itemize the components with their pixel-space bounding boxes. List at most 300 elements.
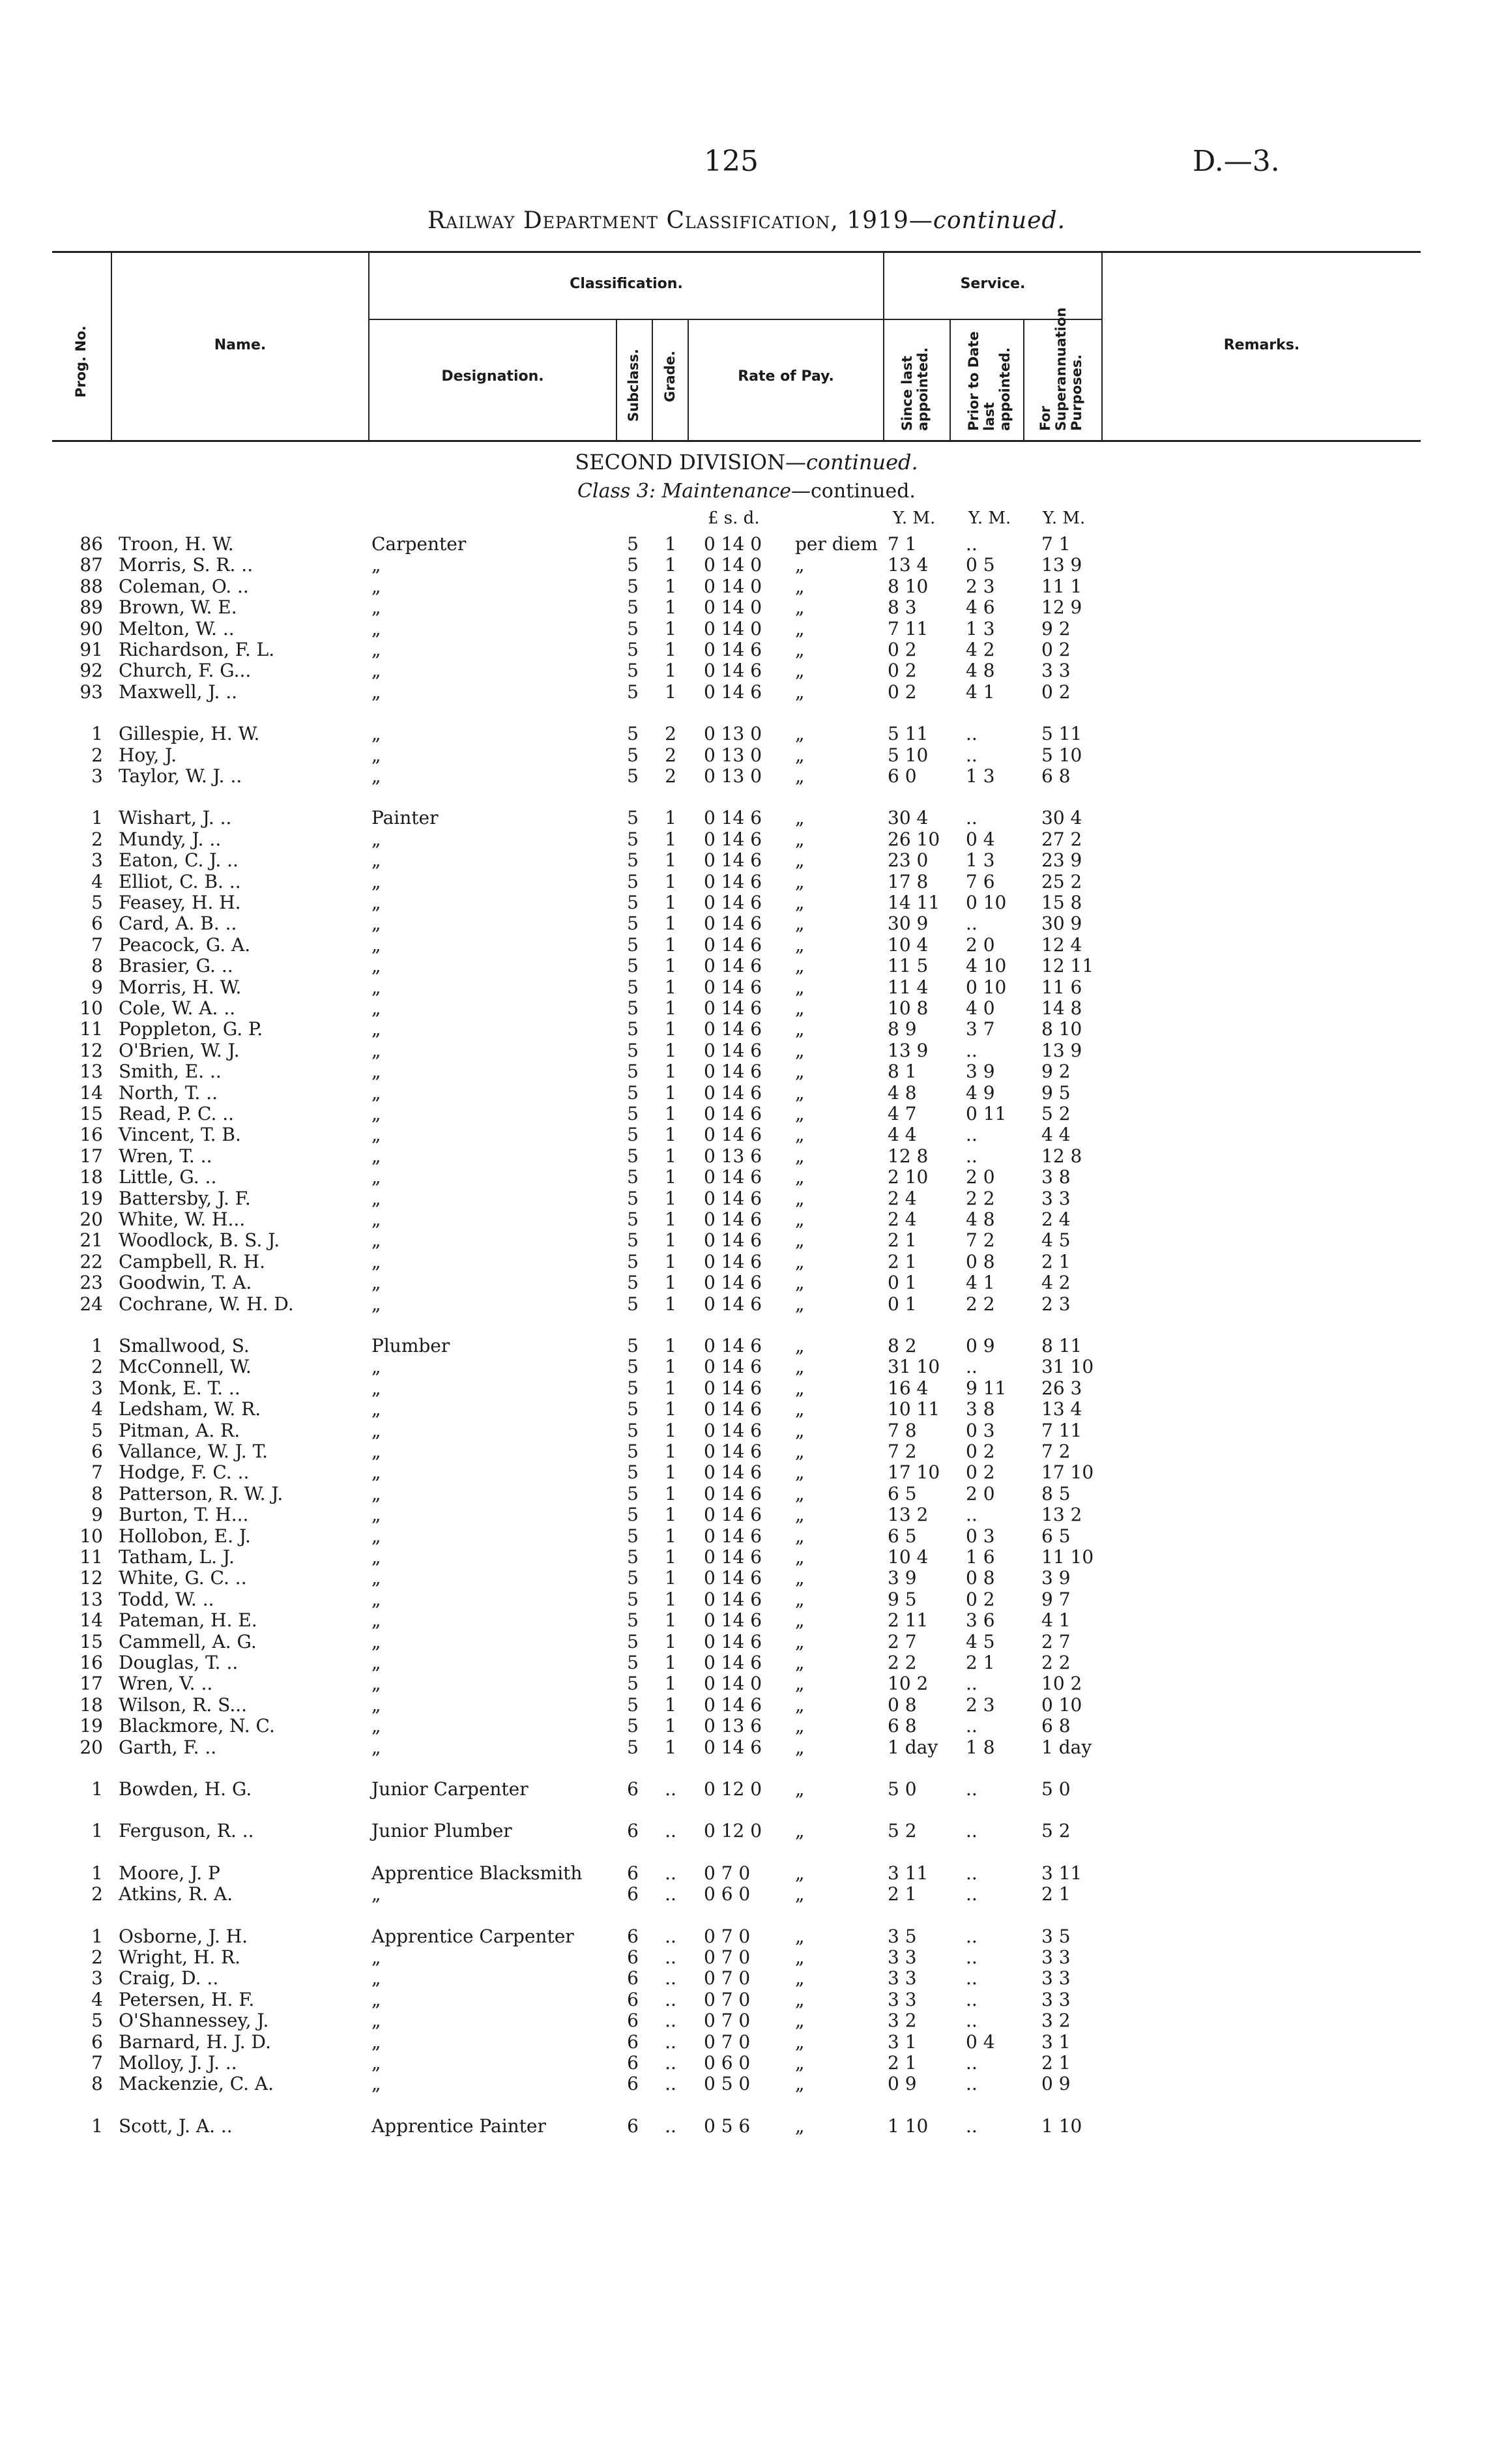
prior-to-cell: 2 0 <box>966 1482 995 1504</box>
prog-no-cell: 24 <box>80 1293 103 1315</box>
since-last-cell: 10 2 <box>888 1673 929 1695</box>
subclass-cell: 5 <box>627 807 639 829</box>
class-label: Class 3: <box>577 480 662 503</box>
rate-of-pay-cell: 0 14 6 <box>704 1398 762 1420</box>
superannuation-cell: 3 9 <box>1041 1567 1071 1589</box>
superannuation-cell: 13 4 <box>1041 1398 1082 1420</box>
page-number: 125 <box>704 145 759 178</box>
grade-cell: 1 <box>665 1187 676 1209</box>
rate-of-pay-cell: 0 7 0 <box>704 1862 751 1884</box>
grade-cell: 1 <box>665 533 676 555</box>
grade-cell: 1 <box>665 1356 676 1378</box>
grade-cell: 1 <box>665 1546 676 1568</box>
grade-cell: 1 <box>665 639 676 660</box>
superannuation-cell: 9 7 <box>1041 1588 1071 1610</box>
pay-period-cell: „ <box>795 639 805 660</box>
prior-to-cell: .. <box>966 2115 978 2137</box>
prior-units: Y. M. <box>968 508 1011 528</box>
table-row <box>0 1061 1493 1081</box>
table-row <box>0 1525 1493 1546</box>
subclass-cell: 5 <box>627 1293 639 1315</box>
grade-cell: 1 <box>665 1377 676 1399</box>
rate-of-pay-cell: 0 14 6 <box>704 1061 762 1083</box>
subclass-cell: 5 <box>627 1335 639 1357</box>
prog-no-cell: 17 <box>80 1145 103 1167</box>
since-last-cell: 5 2 <box>888 1820 917 1842</box>
name-cell: Cammell, A. G. <box>119 1630 257 1652</box>
title-continued: continued. <box>933 207 1066 234</box>
designation-cell: „ <box>371 1736 381 1758</box>
grade-cell: 1 <box>665 1419 676 1441</box>
since-last-cell: 0 2 <box>888 681 917 703</box>
prog-no-cell: 2 <box>91 744 103 766</box>
pay-period-cell: „ <box>795 1609 805 1632</box>
designation-cell: „ <box>371 1419 381 1441</box>
grade-cell: 1 <box>665 1588 676 1610</box>
prog-no-cell: 6 <box>91 913 103 935</box>
pay-period-cell: „ <box>795 807 805 829</box>
prior-to-cell: 0 8 <box>966 1250 995 1272</box>
designation-cell: „ <box>371 1018 381 1040</box>
table-row <box>0 1018 1493 1039</box>
prog-no-cell: 90 <box>80 617 103 639</box>
superannuation-cell: 3 8 <box>1041 1166 1071 1188</box>
rate-of-pay-cell: 0 14 6 <box>704 997 762 1019</box>
prog-no-cell: 89 <box>80 596 103 619</box>
subclass-cell: 6 <box>627 1988 639 2010</box>
prog-no-cell: 86 <box>80 533 103 555</box>
since-last-cell: 2 11 <box>888 1609 929 1632</box>
prog-no-cell: 88 <box>80 575 103 597</box>
since-last-cell: 2 2 <box>888 1652 917 1673</box>
prog-no-header: Prog. No. <box>73 325 89 398</box>
pay-period-cell: „ <box>795 828 805 850</box>
prog-no-cell: 87 <box>80 554 103 576</box>
pay-period-cell: „ <box>795 1461 805 1484</box>
prog-no-cell: 20 <box>80 1736 103 1758</box>
prior-to-cell: 4 8 <box>966 660 995 682</box>
designation-cell: „ <box>371 1377 381 1399</box>
rate-of-pay-cell: 0 14 0 <box>704 617 762 639</box>
rate-of-pay-cell: 0 14 6 <box>704 828 762 850</box>
prior-to-cell: .. <box>966 533 978 555</box>
remarks-header: Remarks. <box>1223 337 1300 353</box>
prior-to-cell: 0 10 <box>966 976 1007 998</box>
grade-cell: 1 <box>665 617 676 639</box>
table-row <box>0 744 1493 765</box>
grade-cell: 1 <box>665 976 676 998</box>
table-row <box>0 1441 1493 1461</box>
subclass-cell: 6 <box>627 2052 639 2074</box>
pay-period-cell: „ <box>795 1482 805 1504</box>
designation-header: Designation. <box>441 368 544 385</box>
prior-to-cell: 0 11 <box>966 1103 1007 1124</box>
rate-of-pay-cell: 0 14 6 <box>704 870 762 892</box>
prog-no-cell: 1 <box>91 723 103 745</box>
name-cell: Card, A. B. .. <box>119 913 237 935</box>
since-last-cell: 6 5 <box>888 1525 917 1547</box>
rate-of-pay-cell: 0 5 0 <box>704 2073 751 2095</box>
designation-cell: „ <box>371 828 381 850</box>
pay-period-cell: „ <box>795 1630 805 1652</box>
since-last-cell: 2 1 <box>888 1250 917 1272</box>
rate-of-pay-cell: 0 14 6 <box>704 1546 762 1568</box>
pay-period-cell: „ <box>795 1673 805 1695</box>
table-row <box>0 1567 1493 1588</box>
pay-period-cell: „ <box>795 1250 805 1272</box>
superannuation-cell: 17 10 <box>1041 1461 1094 1484</box>
prior-to-cell: 3 8 <box>966 1398 995 1420</box>
prior-to-cell: 2 3 <box>966 575 995 597</box>
superannuation-cell: 5 2 <box>1041 1103 1071 1124</box>
prog-no-cell: 1 <box>91 1862 103 1884</box>
table-row <box>0 1778 1493 1799</box>
name-cell: Read, P. C. .. <box>119 1103 235 1124</box>
designation-cell: Apprentice Blacksmith <box>371 1862 583 1884</box>
grade-cell: 1 <box>665 681 676 703</box>
subclass-cell: 5 <box>627 744 639 766</box>
subclass-cell: 6 <box>627 2010 639 2032</box>
table-row <box>0 1209 1493 1229</box>
rate-of-pay-cell: 0 14 6 <box>704 1209 762 1230</box>
table-row <box>0 1737 1493 1757</box>
grade-cell: 1 <box>665 1567 676 1589</box>
superannuation-cell: 8 11 <box>1041 1335 1082 1357</box>
designation-cell: „ <box>371 1673 381 1695</box>
since-last-cell: 8 9 <box>888 1018 917 1040</box>
pay-period-cell: „ <box>795 1166 805 1188</box>
superannuation-cell: 9 2 <box>1041 617 1071 639</box>
subclass-cell: 5 <box>627 870 639 892</box>
subclass-cell: 5 <box>627 976 639 998</box>
superannuation-cell: 8 5 <box>1041 1482 1071 1504</box>
rate-of-pay-cell: 0 14 6 <box>704 933 762 956</box>
since-last-cell: 8 1 <box>888 1061 917 1083</box>
prog-no-cell: 22 <box>80 1250 103 1272</box>
class-continued: —continued. <box>790 480 916 503</box>
grade-cell: 1 <box>665 1694 676 1716</box>
prior-to-cell: .. <box>966 1039 978 1061</box>
prog-no-cell: 4 <box>91 1988 103 2010</box>
subclass-cell: 5 <box>627 1736 639 1758</box>
since-last-header: Since last appointed. <box>899 347 931 431</box>
prog-no-cell: 4 <box>91 870 103 892</box>
table-row <box>0 1188 1493 1209</box>
pay-period-cell: „ <box>795 913 805 935</box>
superannuation-cell: 11 1 <box>1041 575 1082 597</box>
subclass-cell: 5 <box>627 1609 639 1632</box>
classification-header: Classification. <box>570 276 683 292</box>
name-cell: Wilson, R. S... <box>119 1694 248 1716</box>
table-row <box>0 1820 1493 1841</box>
table-row <box>0 976 1493 997</box>
grade-cell: 1 <box>665 1398 676 1420</box>
name-cell: Bowden, H. G. <box>119 1778 252 1800</box>
prior-to-cell: 4 2 <box>966 639 995 660</box>
prior-to-cell: 3 7 <box>966 1018 995 1040</box>
grade-cell: 1 <box>665 1525 676 1547</box>
rate-of-pay-cell: 0 14 6 <box>704 1482 762 1504</box>
name-cell: White, W. H... <box>119 1209 246 1230</box>
rate-of-pay-cell: 0 7 0 <box>704 2031 751 2053</box>
prog-no-cell: 8 <box>91 955 103 977</box>
subclass-cell: 5 <box>627 1398 639 1420</box>
prog-no-cell: 19 <box>80 1187 103 1209</box>
pay-period-cell: „ <box>795 892 805 913</box>
prior-to-cell: 7 2 <box>966 1229 995 1252</box>
table-row <box>0 639 1493 660</box>
subclass-cell: 5 <box>627 1652 639 1673</box>
designation-cell: „ <box>371 660 381 682</box>
name-cell: Osborne, J. H. <box>119 1925 248 1947</box>
table-row <box>0 1967 1493 1988</box>
table-row <box>0 1461 1493 1482</box>
rate-of-pay-cell: 0 6 0 <box>704 1883 751 1905</box>
rate-of-pay-cell: 0 14 0 <box>704 533 762 555</box>
designation-cell: „ <box>371 1441 381 1462</box>
pay-period-cell: „ <box>795 1419 805 1441</box>
rate-of-pay-cell: 0 14 6 <box>704 1081 762 1104</box>
table-row <box>0 1715 1493 1736</box>
designation-cell: „ <box>371 1124 381 1146</box>
division-title <box>0 450 1493 475</box>
since-last-cell: 7 2 <box>888 1441 917 1462</box>
subclass-cell: 5 <box>627 955 639 977</box>
rate-of-pay-cell: 0 14 6 <box>704 1229 762 1252</box>
rate-of-pay-cell: 0 14 0 <box>704 575 762 597</box>
designation-cell: „ <box>371 2073 381 2095</box>
name-cell: Monk, E. T. .. <box>119 1377 240 1399</box>
prog-no-cell: 9 <box>91 1504 103 1526</box>
pay-period-cell: „ <box>795 2031 805 2053</box>
name-cell: Brown, W. E. <box>119 596 237 619</box>
rate-of-pay-cell: 0 14 6 <box>704 913 762 935</box>
table-row <box>0 1251 1493 1272</box>
table-row <box>0 2031 1493 2052</box>
pay-period-cell: „ <box>795 1398 805 1420</box>
superannuation-cell: 27 2 <box>1041 828 1082 850</box>
rate-of-pay-cell: 0 14 6 <box>704 1652 762 1673</box>
prior-to-cell: 1 3 <box>966 849 995 872</box>
name-cell: Craig, D. .. <box>119 1967 219 1989</box>
pay-period-cell: „ <box>795 933 805 956</box>
pay-period-cell: „ <box>795 765 805 787</box>
since-last-cell: 12 8 <box>888 1145 929 1167</box>
grade-cell: .. <box>665 1925 676 1947</box>
table-row <box>0 1229 1493 1250</box>
name-cell: Wishart, J. .. <box>119 807 232 829</box>
since-last-cell: 17 10 <box>888 1461 940 1484</box>
subclass-cell: 5 <box>627 849 639 872</box>
rate-of-pay-cell: 0 14 6 <box>704 1356 762 1378</box>
grade-cell: 1 <box>665 913 676 935</box>
designation-cell: Junior Carpenter <box>371 1778 529 1800</box>
since-last-cell: 11 4 <box>888 976 929 998</box>
subclass-cell: 6 <box>627 1862 639 1884</box>
name-cell: Wren, V. .. <box>119 1673 213 1695</box>
pay-period-cell: „ <box>795 1967 805 1989</box>
subclass-cell: 6 <box>627 2115 639 2137</box>
since-last-cell: 3 11 <box>888 1862 929 1884</box>
subclass-cell: 5 <box>627 1567 639 1589</box>
superannuation-cell: 3 3 <box>1041 1187 1071 1209</box>
name-cell: Feasey, H. H. <box>119 892 241 913</box>
table-row <box>0 1862 1493 1883</box>
name-cell: Goodwin, T. A. <box>119 1272 252 1294</box>
table-row <box>0 1546 1493 1567</box>
superannuation-cell: 4 5 <box>1041 1229 1071 1252</box>
name-cell: Hollobon, E. J. <box>119 1525 251 1547</box>
subclass-cell: 5 <box>627 1694 639 1716</box>
prog-no-cell: 3 <box>91 765 103 787</box>
table-row <box>0 913 1493 933</box>
pay-period-cell: „ <box>795 1061 805 1083</box>
designation-cell: „ <box>371 1039 381 1061</box>
prior-to-cell: 0 3 <box>966 1525 995 1547</box>
subclass-cell: 6 <box>627 1820 639 1842</box>
pay-period-cell: „ <box>795 681 805 703</box>
since-last-cell: 0 1 <box>888 1293 917 1315</box>
subclass-cell: 5 <box>627 1229 639 1252</box>
since-last-cell: 17 8 <box>888 870 929 892</box>
prog-no-cell: 18 <box>80 1166 103 1188</box>
since-last-cell: 14 11 <box>888 892 940 913</box>
prog-no-cell: 91 <box>80 639 103 660</box>
pay-period-cell: „ <box>795 660 805 682</box>
designation-cell: „ <box>371 744 381 766</box>
designation-cell: „ <box>371 1250 381 1272</box>
rate-of-pay-cell: 0 13 0 <box>704 744 762 766</box>
grade-cell: 2 <box>665 723 676 745</box>
since-last-cell: 3 1 <box>888 2031 917 2053</box>
rate-of-pay-cell: 0 14 6 <box>704 660 762 682</box>
table-row <box>0 1926 1493 1946</box>
prior-to-cell: 1 8 <box>966 1736 995 1758</box>
subclass-cell: 5 <box>627 1124 639 1146</box>
pay-period-cell: per diem <box>795 533 878 555</box>
name-cell: Patterson, R. W. J. <box>119 1482 283 1504</box>
superannuation-cell: 6 8 <box>1041 765 1071 787</box>
table-row <box>0 660 1493 681</box>
grade-cell: 1 <box>665 997 676 1019</box>
since-last-cell: 10 4 <box>888 933 929 956</box>
table-row <box>0 1504 1493 1525</box>
grade-cell: 1 <box>665 1061 676 1083</box>
superannuation-cell: 30 9 <box>1041 913 1082 935</box>
superannuation-cell: 6 8 <box>1041 1715 1071 1737</box>
name-cell: Woodlock, B. S. J. <box>119 1229 280 1252</box>
prog-no-cell: 13 <box>80 1061 103 1083</box>
name-cell: O'Shannessey, J. <box>119 2010 269 2032</box>
rate-of-pay-cell: 0 14 6 <box>704 1187 762 1209</box>
table-row <box>0 681 1493 702</box>
designation-cell: „ <box>371 1398 381 1420</box>
since-last-cell: 7 1 <box>888 533 917 555</box>
service-header: Service. <box>960 276 1026 292</box>
subclass-cell: 5 <box>627 933 639 956</box>
pay-period-cell: „ <box>795 575 805 597</box>
designation-cell: „ <box>371 1187 381 1209</box>
prog-no-cell: 15 <box>80 1103 103 1124</box>
rate-of-pay-cell: 0 14 6 <box>704 1567 762 1589</box>
table-row <box>0 596 1493 617</box>
prog-no-cell: 5 <box>91 1419 103 1441</box>
name-cell: Ferguson, R. .. <box>119 1820 254 1842</box>
prog-no-cell: 7 <box>91 933 103 956</box>
prior-to-cell: 1 6 <box>966 1546 995 1568</box>
designation-cell: „ <box>371 1525 381 1547</box>
designation-cell: „ <box>371 1482 381 1504</box>
subclass-cell: 5 <box>627 681 639 703</box>
rate-of-pay-cell: 0 14 6 <box>704 1441 762 1462</box>
subclass-cell: 5 <box>627 1145 639 1167</box>
name-cell: Church, F. G... <box>119 660 252 682</box>
pay-period-cell: „ <box>795 997 805 1019</box>
subclass-cell: 5 <box>627 575 639 597</box>
prog-no-cell: 1 <box>91 1778 103 1800</box>
superannuation-cell: 3 2 <box>1041 2010 1071 2032</box>
table-row <box>0 1589 1493 1609</box>
subclass-cell: 5 <box>627 596 639 619</box>
prior-to-cell: .. <box>966 723 978 745</box>
designation-cell: „ <box>371 1715 381 1737</box>
designation-cell: „ <box>371 933 381 956</box>
table-row <box>0 2073 1493 2094</box>
since-last-cell: 5 10 <box>888 744 929 766</box>
prior-to-cell: 2 0 <box>966 933 995 956</box>
rate-of-pay-cell: 0 14 6 <box>704 1377 762 1399</box>
super-units: Y. M. <box>1043 508 1086 528</box>
since-last-cell: 13 4 <box>888 554 929 576</box>
name-cell: Coleman, O. .. <box>119 575 249 597</box>
superannuation-cell: 3 3 <box>1041 1988 1071 2010</box>
grade-cell: 1 <box>665 892 676 913</box>
name-cell: North, T. .. <box>119 1081 218 1104</box>
grade-cell: 1 <box>665 1652 676 1673</box>
prog-no-cell: 18 <box>80 1694 103 1716</box>
subclass-cell: 6 <box>627 1946 639 1968</box>
pay-period-cell: „ <box>795 1441 805 1462</box>
name-cell: Barnard, H. J. D. <box>119 2031 271 2053</box>
grade-cell: 1 <box>665 1124 676 1146</box>
table-row <box>0 1124 1493 1145</box>
since-last-cell: 2 10 <box>888 1166 929 1188</box>
prog-no-cell: 8 <box>91 1482 103 1504</box>
prior-to-cell: 4 1 <box>966 681 995 703</box>
since-last-cell: 3 5 <box>888 1925 917 1947</box>
prog-no-cell: 7 <box>91 1461 103 1484</box>
superannuation-cell: 3 3 <box>1041 660 1071 682</box>
prog-no-cell: 20 <box>80 1209 103 1230</box>
designation-cell: „ <box>371 1588 381 1610</box>
name-header: Name. <box>214 337 267 353</box>
since-units: Y. M. <box>893 508 936 528</box>
since-last-cell: 16 4 <box>888 1377 929 1399</box>
table-row <box>0 2010 1493 2031</box>
rate-of-pay-cell: 0 7 0 <box>704 1946 751 1968</box>
designation-cell: Junior Plumber <box>371 1820 512 1842</box>
superannuation-cell: 7 2 <box>1041 1441 1071 1462</box>
superannuation-cell: 13 9 <box>1041 554 1082 576</box>
designation-cell: „ <box>371 1272 381 1294</box>
prog-no-cell: 16 <box>80 1652 103 1673</box>
prog-no-cell: 2 <box>91 828 103 850</box>
superannuation-cell: 4 2 <box>1041 1272 1071 1294</box>
name-cell: Morris, S. R. .. <box>119 554 254 576</box>
grade-cell: .. <box>665 2031 676 2053</box>
subclass-cell: 5 <box>627 1209 639 1230</box>
subclass-cell: 5 <box>627 1356 639 1378</box>
